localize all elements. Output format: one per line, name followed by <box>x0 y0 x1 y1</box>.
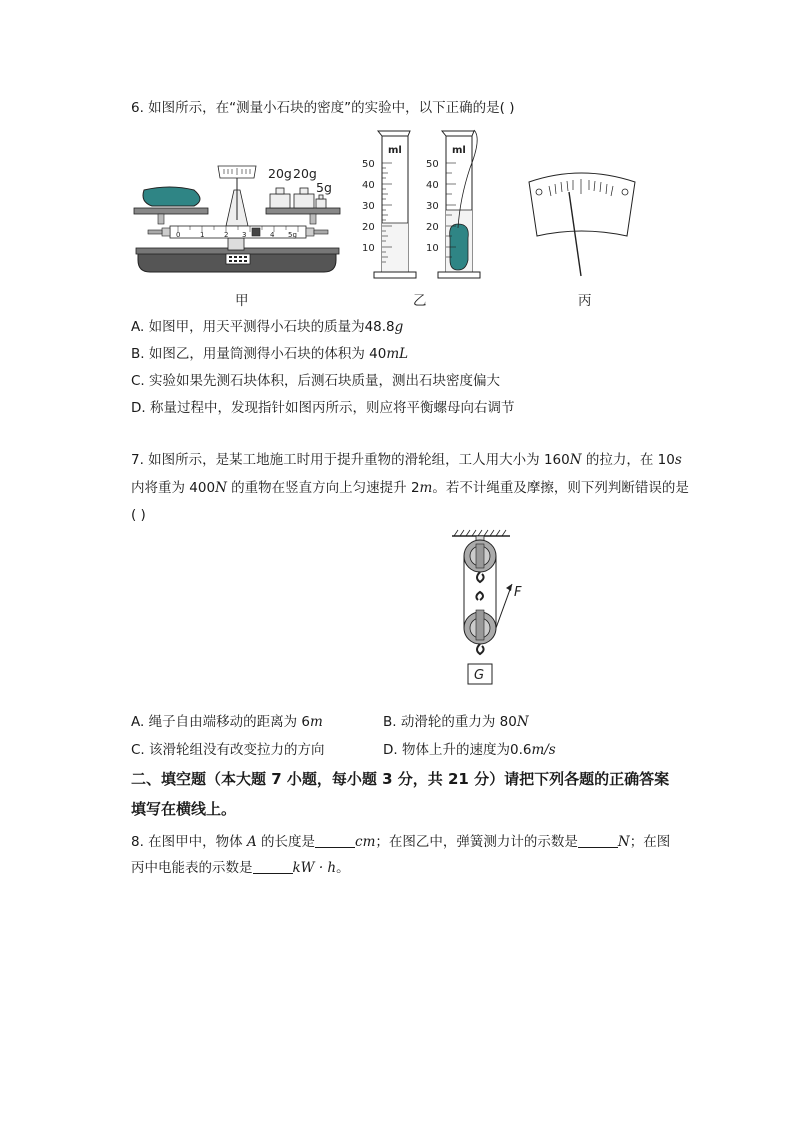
force-label-f: F <box>514 585 522 600</box>
cyl2-tick-30: 30 <box>426 201 439 212</box>
cylinder-unit-1: ml <box>388 145 402 156</box>
cyl2-tick-50: 50 <box>426 159 439 170</box>
weight-label-3: 5g <box>316 180 332 195</box>
q6-option-b: B. 如图乙，用量筒测得小石块的体积为 40mL <box>131 346 409 362</box>
weight-label-2: 20g <box>293 166 317 181</box>
balance-figure <box>130 150 345 280</box>
q6-option-d: D. 称量过程中，发现指针如图丙所示，则应将平衡螺母向右调节 <box>131 400 515 416</box>
section2-heading-line1: 二、填空题（本大题 7 小题，每小题 3 分，共 21 分）请把下列各题的正确答案 <box>131 770 670 788</box>
label-jia: 甲 <box>235 293 249 309</box>
label-bing: 丙 <box>578 293 592 309</box>
beam-tick-0: 0 <box>176 231 181 239</box>
answer-blank-3[interactable] <box>253 859 293 874</box>
q7-stem-line3: ( ) <box>131 507 146 523</box>
q8-line2: 丙中电能表的示数是 kW · h。 <box>131 860 350 876</box>
q6-stem: 6. 如图所示，在“测量小石块的密度”的实验中，以下正确的是( ) <box>131 100 515 116</box>
q7-option-b: B. 动滑轮的重力为 80N <box>383 714 529 730</box>
cyl1-tick-30: 30 <box>362 201 375 212</box>
q7-stem-line1: 7. 如图所示，是某工地施工时用于提升重物的滑轮组，工人用大小为 160N 的拉力，在 10s <box>131 452 682 468</box>
cyl2-tick-20: 20 <box>426 222 439 233</box>
q6-option-c: C. 实验如果先测石块体积，后测石块质量，测出石块密度偏大 <box>131 373 501 389</box>
cyl1-tick-20: 20 <box>362 222 375 233</box>
q8-line1: 8. 在图甲中，物体 A 的长度是 cm；在图乙中，弹簧测力计的示数是 N；在图 <box>131 834 671 850</box>
cyl2-tick-10: 10 <box>426 243 439 254</box>
cyl1-tick-50: 50 <box>362 159 375 170</box>
answer-blank-2[interactable] <box>578 833 618 848</box>
cylinder-figure <box>362 128 485 283</box>
q7-option-c: C. 该滑轮组没有改变拉力的方向 <box>131 742 325 758</box>
beam-tick-5: 5g <box>288 231 297 239</box>
q7-stem-line2: 内将重为 400N 的重物在竖直方向上匀速提升 2m。若不计绳重及摩擦，则下列判断错误的是 <box>131 480 689 496</box>
q7-option-d: D. 物体上升的速度为0.6m/s <box>383 742 556 758</box>
cyl2-tick-40: 40 <box>426 180 439 191</box>
answer-blank-1[interactable] <box>315 833 355 848</box>
section2-heading-line2: 填写在横线上。 <box>131 800 237 818</box>
beam-tick-3: 3 <box>242 231 247 239</box>
weight-label-1: 20g <box>268 166 292 181</box>
pulley-figure <box>440 528 540 688</box>
cyl1-tick-40: 40 <box>362 180 375 191</box>
cylinder-unit-2: ml <box>452 145 466 156</box>
label-yi: 乙 <box>413 293 427 309</box>
q7-option-a: A. 绳子自由端移动的距离为 6m <box>131 714 323 730</box>
beam-tick-2: 2 <box>224 231 229 239</box>
q6-option-a: A. 如图甲，用天平测得小石块的质量为48.8g <box>131 319 404 335</box>
weight-label-g: G <box>474 668 485 683</box>
beam-tick-4: 4 <box>270 231 275 239</box>
cyl1-tick-10: 10 <box>362 243 375 254</box>
beam-tick-1: 1 <box>200 231 205 239</box>
pointer-dial-figure <box>525 170 640 280</box>
